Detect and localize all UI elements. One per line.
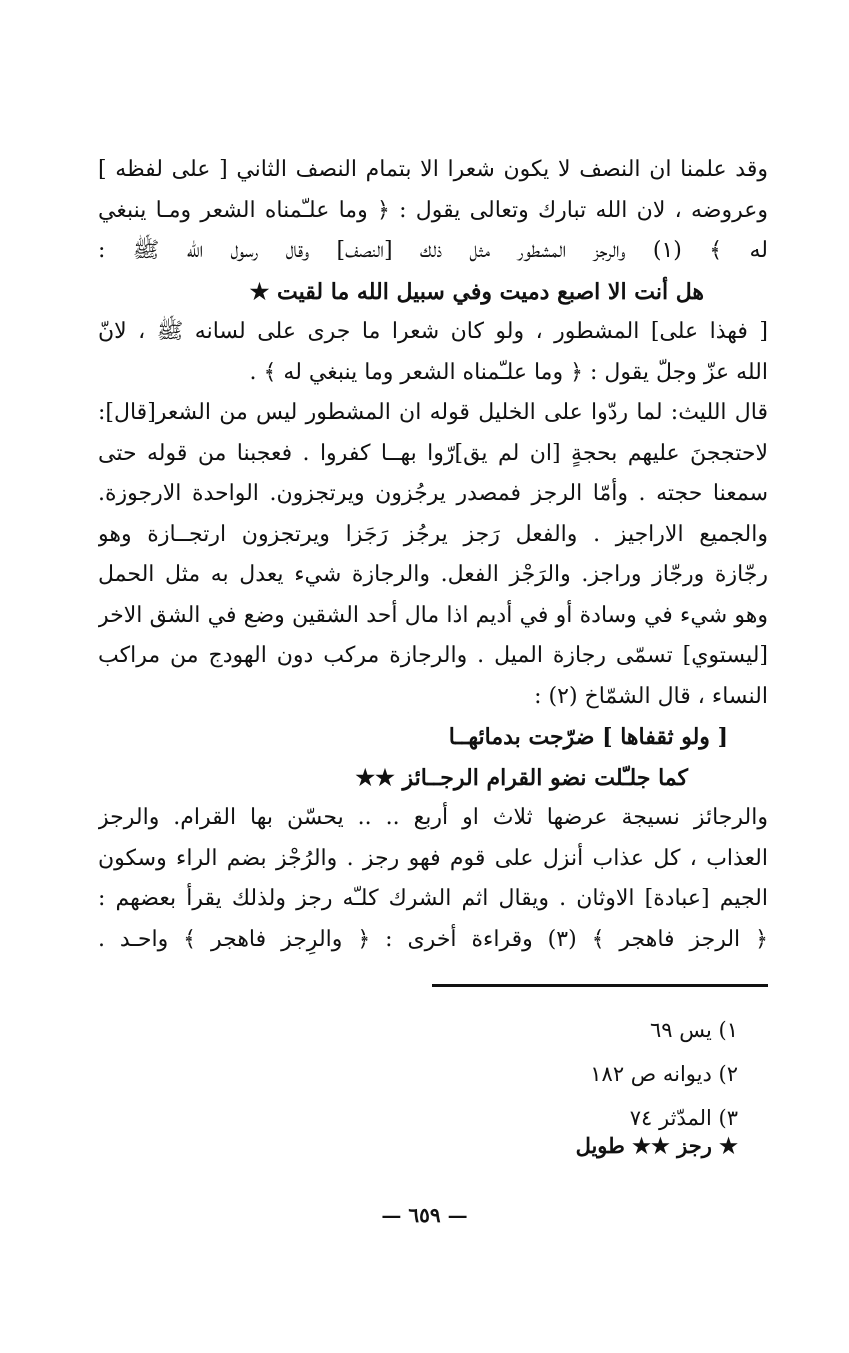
- text-line: لاحتججنَ عليهم بحجةٍ [ان لم يق]رّوا بهــا كفروا . فعجبنا من قوله حتى: [98, 440, 768, 466]
- meter-legend: ★ رجز ★★ طويل: [575, 1133, 738, 1158]
- text-line: وعروضه ، لان الله تبارك وتعالى يقول : ﴿ وما علـّمناه الشعر ومـا ينبغي: [98, 197, 768, 223]
- text-line: النساء ، قال الشمّاخ (٢) :: [534, 683, 768, 709]
- text-line: وهو شيء في وسادة أو في أديم اذا مال أحد الشقين وضع في الشق الاخر: [98, 602, 768, 628]
- footnote-divider: [432, 984, 768, 987]
- text-line: الجيم [عبادة] الاوثان . ويقال اثم الشرك كلـّه رجز ولذلك يقرأ بعضهم :: [98, 886, 768, 911]
- text-line: له ﴾ (١) والرجز المشطور مثل ذلك [النصف] وقال رسول الله ﷺ :: [98, 238, 768, 263]
- footnote-item: ٣) المدّثر ٧٤: [629, 1106, 738, 1130]
- verse-line: كما جلـّلت نضو القرام الرجــائز ★★: [355, 764, 688, 791]
- text-line: والجميع الاراجيز . والفعل رَجز يرجُز رَجَزا ويرتجزون ارتجــازة وهو: [98, 521, 768, 547]
- footnotes: [420, 1008, 738, 1140]
- text-line: ﴿ الرجز فاهجر ﴾ (٣) وقراءة أخرى : ﴿ والرِجز فاهجر ﴾ واحـد .: [98, 926, 768, 952]
- text-line: [ فهذا على] المشطور ، ولو كان شعرا ما جرى على لسانه ﷺ ، لانّ: [98, 319, 768, 344]
- text-line: وقد علمنا ان النصف لا يكون شعرا الا بتمام النصف الثاني [ على لفظه ]: [98, 157, 768, 182]
- text-line: سمعنا حجته . وأمّا الرجز فمصدر يرجُزون ويرتجزون. الواحدة الارجوزة.: [98, 481, 768, 506]
- footnote-item: ٢) ديوانه ص ١٨٢: [590, 1062, 738, 1086]
- text-line: والرجائز نسيجة عرضها ثلاث او أربع .. .. يحسّن بها القرام. والرجز: [98, 805, 768, 830]
- text-line: [ليستوي] تسمّى رجازة الميل . والرجازة مركب دون الهودج من مراكب: [98, 643, 768, 668]
- verse-line: [ ولو ثقفاها ] ضرّجت بدمائهــا: [448, 724, 728, 750]
- main-text: [98, 150, 768, 960]
- text-line: العذاب ، كل عذاب أنزل على قوم فهو رجز . والرُجْز بضم الراء وسكون: [98, 845, 768, 871]
- verse-line: هل أنت الا اصبع دميت وفي سبيل الله ما لقيت ★: [249, 278, 704, 305]
- text-line: قال الليث: لما ردّوا على الخليل قوله ان المشطور ليس من الشعر[قال]:: [98, 400, 768, 425]
- text-line: الله عزّ وجلّ يقول : ﴿ وما علـّمناه الشعر وما ينبغي له ﴾ .: [249, 359, 768, 385]
- page-number: — ٦٥٩ —: [381, 1203, 468, 1227]
- footnote-item: ١) يس ٦٩: [649, 1018, 738, 1042]
- text-line: رجّازة ورجّاز وراجز. والرَجْز الفعل. والرجازة شيء يعدل به مثل الحمل: [98, 562, 768, 587]
